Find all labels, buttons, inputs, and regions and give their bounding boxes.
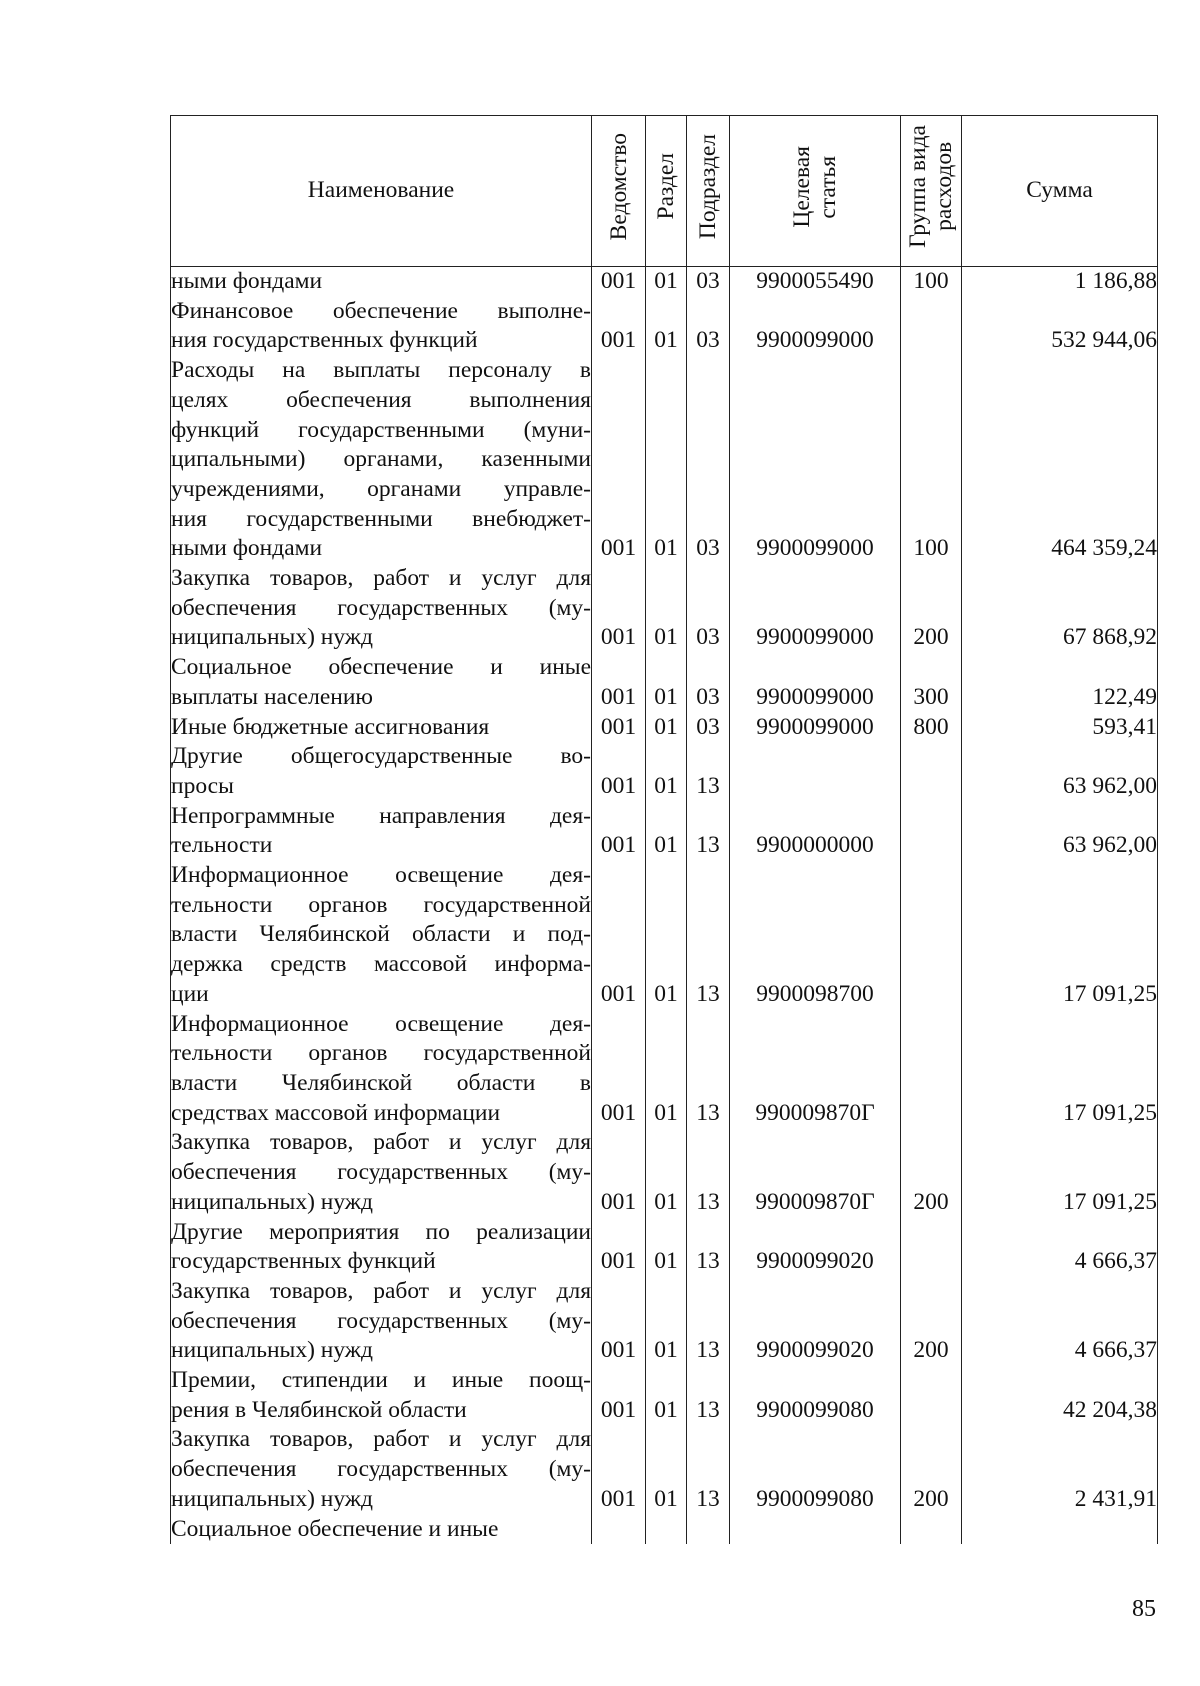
row-celevaya-statya: 9900099000 bbox=[730, 653, 901, 712]
table-row bbox=[171, 564, 1158, 653]
row-razdel: 01 bbox=[646, 356, 687, 564]
row-gruppa-vida bbox=[901, 802, 962, 861]
row-celevaya-statya: 990009870Г bbox=[730, 1010, 901, 1129]
row-name-line: Закупка товаров, работ и услуг для bbox=[171, 1277, 591, 1304]
row-name bbox=[171, 802, 592, 861]
header-celevaya-statya: Целевая статья bbox=[730, 116, 901, 267]
row-summa: 17 091,25 bbox=[962, 1128, 1158, 1217]
row-razdel: 01 bbox=[646, 1010, 687, 1129]
row-celevaya-statya: 9900099000 bbox=[730, 713, 901, 743]
row-razdel: 01 bbox=[646, 297, 687, 356]
row-name-line: Закупка товаров, работ и услуг для bbox=[171, 1129, 591, 1156]
row-razdel: 01 bbox=[646, 1218, 687, 1277]
row-vedomstvo: 001 bbox=[592, 1277, 646, 1366]
row-name-line: обеспечения государственных (му- bbox=[171, 1307, 591, 1334]
row-podrazdel: 03 bbox=[687, 564, 730, 653]
row-name bbox=[171, 1366, 592, 1425]
row-celevaya-statya bbox=[730, 1515, 901, 1545]
row-vedomstvo bbox=[592, 1515, 646, 1545]
row-name-line: Другие мероприятия по реализации bbox=[171, 1218, 591, 1245]
row-name-line: Информационное освещение дея- bbox=[171, 1010, 591, 1037]
row-name-line: ципальными) органами, казенными bbox=[171, 446, 591, 473]
row-razdel: 01 bbox=[646, 742, 687, 801]
table-row bbox=[171, 713, 1158, 743]
row-summa: 4 666,37 bbox=[962, 1277, 1158, 1366]
row-name-line: Закупка товаров, работ и услуг для bbox=[171, 1426, 591, 1453]
row-summa: 593,41 bbox=[962, 713, 1158, 743]
header-podrazdel: Подраздел bbox=[687, 116, 730, 267]
row-summa: 464 359,24 bbox=[962, 356, 1158, 564]
table-row bbox=[171, 1366, 1158, 1425]
row-gruppa-vida bbox=[901, 297, 962, 356]
row-podrazdel: 13 bbox=[687, 1010, 730, 1129]
row-name-line: государственных функций bbox=[171, 1248, 436, 1275]
header-summa: Сумма bbox=[962, 116, 1158, 267]
row-podrazdel bbox=[687, 1515, 730, 1545]
row-podrazdel: 13 bbox=[687, 802, 730, 861]
row-name bbox=[171, 1277, 592, 1366]
row-vedomstvo: 001 bbox=[592, 742, 646, 801]
row-name-line: Другие общегосударственные во- bbox=[171, 743, 591, 770]
row-gruppa-vida bbox=[901, 1218, 962, 1277]
row-podrazdel: 13 bbox=[687, 1277, 730, 1366]
row-name-line: Непрограммные направления дея- bbox=[171, 802, 591, 829]
row-razdel: 01 bbox=[646, 564, 687, 653]
table-row bbox=[171, 742, 1158, 801]
row-name bbox=[171, 1010, 592, 1129]
row-celevaya-statya: 9900099000 bbox=[730, 356, 901, 564]
row-name-line: тельности органов государственной bbox=[171, 891, 591, 918]
row-gruppa-vida bbox=[901, 742, 962, 801]
row-gruppa-vida: 100 bbox=[901, 356, 962, 564]
header-name: Наименование bbox=[171, 116, 592, 267]
row-name-line: ниципальных) нужд bbox=[171, 1485, 373, 1512]
row-celevaya-statya: 9900099020 bbox=[730, 1218, 901, 1277]
row-name-line: Закупка товаров, работ и услуг для bbox=[171, 565, 591, 592]
table-row bbox=[171, 297, 1158, 356]
row-name-line: рения в Челябинской области bbox=[171, 1396, 467, 1423]
row-podrazdel: 03 bbox=[687, 267, 730, 297]
row-summa: 63 962,00 bbox=[962, 802, 1158, 861]
row-gruppa-vida bbox=[901, 1010, 962, 1129]
row-vedomstvo: 001 bbox=[592, 653, 646, 712]
row-name-line: обеспечения государственных (му- bbox=[171, 1456, 591, 1483]
row-celevaya-statya: 9900055490 bbox=[730, 267, 901, 297]
table-row bbox=[171, 1218, 1158, 1277]
row-razdel: 01 bbox=[646, 802, 687, 861]
row-name-line: Информационное освещение дея- bbox=[171, 862, 591, 889]
row-name-line: ниципальных) нужд bbox=[171, 1188, 373, 1215]
row-summa: 63 962,00 bbox=[962, 742, 1158, 801]
row-name-line: ния государственных функций bbox=[171, 327, 478, 354]
row-celevaya-statya: 990009870Г bbox=[730, 1128, 901, 1217]
row-gruppa-vida bbox=[901, 1366, 962, 1425]
row-vedomstvo: 001 bbox=[592, 861, 646, 1010]
row-razdel: 01 bbox=[646, 1277, 687, 1366]
row-razdel: 01 bbox=[646, 1425, 687, 1514]
row-name-line: ниципальных) нужд bbox=[171, 1337, 373, 1364]
table-row bbox=[171, 861, 1158, 1010]
row-podrazdel: 03 bbox=[687, 713, 730, 743]
row-vedomstvo: 001 bbox=[592, 802, 646, 861]
row-gruppa-vida: 200 bbox=[901, 1277, 962, 1366]
row-vedomstvo: 001 bbox=[592, 1128, 646, 1217]
row-celevaya-statya: 9900098700 bbox=[730, 861, 901, 1010]
row-razdel: 01 bbox=[646, 653, 687, 712]
row-name bbox=[171, 1218, 592, 1277]
row-summa: 67 868,92 bbox=[962, 564, 1158, 653]
row-name-line: Финансовое обеспечение выполне- bbox=[171, 297, 591, 324]
row-name-line: тельности bbox=[171, 832, 273, 859]
row-name-line: ния государственными внебюджет- bbox=[171, 505, 591, 532]
table-row bbox=[171, 802, 1158, 861]
row-podrazdel: 13 bbox=[687, 1425, 730, 1514]
row-name-line: власти Челябинской области в bbox=[171, 1069, 591, 1096]
row-name bbox=[171, 564, 592, 653]
table-header-row bbox=[171, 116, 1158, 267]
row-name-line: ными фондами bbox=[171, 535, 323, 562]
row-summa: 1 186,88 bbox=[962, 267, 1158, 297]
header-vedomstvo: Ведомство bbox=[592, 116, 646, 267]
row-razdel: 01 bbox=[646, 861, 687, 1010]
row-razdel: 01 bbox=[646, 1128, 687, 1217]
row-summa bbox=[962, 1515, 1158, 1545]
row-celevaya-statya: 9900099020 bbox=[730, 1277, 901, 1366]
row-name bbox=[171, 653, 592, 712]
row-summa: 532 944,06 bbox=[962, 297, 1158, 356]
row-summa: 42 204,38 bbox=[962, 1366, 1158, 1425]
row-vedomstvo: 001 bbox=[592, 297, 646, 356]
row-gruppa-vida: 300 bbox=[901, 653, 962, 712]
row-celevaya-statya: 9900000000 bbox=[730, 802, 901, 861]
row-name-line: выплаты населению bbox=[171, 683, 373, 710]
row-podrazdel: 03 bbox=[687, 356, 730, 564]
row-summa: 2 431,91 bbox=[962, 1425, 1158, 1514]
row-podrazdel: 13 bbox=[687, 1366, 730, 1425]
row-vedomstvo: 001 bbox=[592, 564, 646, 653]
table-row bbox=[171, 1515, 1158, 1545]
row-name-line: ции bbox=[171, 980, 209, 1007]
row-celevaya-statya: 9900099080 bbox=[730, 1425, 901, 1514]
row-name-line: функций государственными (муни- bbox=[171, 416, 591, 443]
row-gruppa-vida: 200 bbox=[901, 564, 962, 653]
row-gruppa-vida bbox=[901, 1515, 962, 1545]
row-razdel: 01 bbox=[646, 267, 687, 297]
row-name bbox=[171, 1515, 592, 1545]
row-podrazdel: 03 bbox=[687, 297, 730, 356]
row-name-line: средствах массовой информации bbox=[171, 1099, 501, 1126]
row-vedomstvo: 001 bbox=[592, 1218, 646, 1277]
row-name-line: Иные бюджетные ассигнования bbox=[171, 713, 490, 740]
row-podrazdel: 13 bbox=[687, 742, 730, 801]
row-gruppa-vida bbox=[901, 861, 962, 1010]
row-celevaya-statya bbox=[730, 742, 901, 801]
row-name bbox=[171, 713, 592, 743]
budget-table bbox=[170, 115, 1158, 1544]
row-vedomstvo: 001 bbox=[592, 1366, 646, 1425]
row-name bbox=[171, 356, 592, 564]
row-name-line: держка средств массовой информа- bbox=[171, 951, 591, 978]
row-celevaya-statya: 9900099000 bbox=[730, 297, 901, 356]
row-vedomstvo: 001 bbox=[592, 267, 646, 297]
table-row bbox=[171, 1010, 1158, 1129]
row-name bbox=[171, 267, 592, 297]
table-row bbox=[171, 1128, 1158, 1217]
row-podrazdel: 13 bbox=[687, 861, 730, 1010]
row-name-line: Премии, стипендии и иные поощ- bbox=[171, 1367, 591, 1394]
row-name bbox=[171, 861, 592, 1010]
row-razdel: 01 bbox=[646, 1366, 687, 1425]
row-summa: 17 091,25 bbox=[962, 861, 1158, 1010]
row-name-line: власти Челябинской области и под- bbox=[171, 921, 591, 948]
table-body bbox=[171, 267, 1158, 1545]
row-celevaya-statya: 9900099000 bbox=[730, 564, 901, 653]
table-row bbox=[171, 1277, 1158, 1366]
row-name-line: Социальное обеспечение и иные bbox=[171, 654, 591, 681]
row-name bbox=[171, 1128, 592, 1217]
row-podrazdel: 13 bbox=[687, 1218, 730, 1277]
row-name-line: ными фондами bbox=[171, 268, 323, 294]
row-vedomstvo: 001 bbox=[592, 713, 646, 743]
row-name-line: учреждениями, органами управле- bbox=[171, 475, 591, 502]
row-podrazdel: 03 bbox=[687, 653, 730, 712]
row-gruppa-vida: 200 bbox=[901, 1128, 962, 1217]
row-celevaya-statya: 9900099080 bbox=[730, 1366, 901, 1425]
header-razdel: Раздел bbox=[646, 116, 687, 267]
table-row bbox=[171, 653, 1158, 712]
table-row bbox=[171, 1425, 1158, 1514]
row-name-line: Расходы на выплаты персоналу в bbox=[171, 357, 591, 384]
row-vedomstvo: 001 bbox=[592, 1425, 646, 1514]
row-summa: 4 666,37 bbox=[962, 1218, 1158, 1277]
row-podrazdel: 13 bbox=[687, 1128, 730, 1217]
row-name-line: просы bbox=[171, 772, 234, 799]
page-number: 85 bbox=[1132, 1596, 1156, 1622]
row-gruppa-vida: 800 bbox=[901, 713, 962, 743]
row-vedomstvo: 001 bbox=[592, 356, 646, 564]
row-razdel: 01 bbox=[646, 713, 687, 743]
row-name-line: обеспечения государственных (му- bbox=[171, 1159, 591, 1186]
row-name-line: целях обеспечения выполнения bbox=[171, 386, 591, 413]
table-row bbox=[171, 267, 1158, 297]
header-gruppa-vida-rashodov: Группа вида расходов bbox=[901, 116, 962, 267]
row-summa: 17 091,25 bbox=[962, 1010, 1158, 1129]
row-razdel bbox=[646, 1515, 687, 1545]
row-name bbox=[171, 1425, 592, 1514]
row-name bbox=[171, 742, 592, 801]
row-name-line: ниципальных) нужд bbox=[171, 624, 373, 651]
row-name-line: Социальное обеспечение и иные bbox=[171, 1515, 499, 1542]
row-gruppa-vida: 200 bbox=[901, 1425, 962, 1514]
row-vedomstvo: 001 bbox=[592, 1010, 646, 1129]
row-name-line: тельности органов государственной bbox=[171, 1040, 591, 1067]
row-name bbox=[171, 297, 592, 356]
row-gruppa-vida: 100 bbox=[901, 267, 962, 297]
row-summa: 122,49 bbox=[962, 653, 1158, 712]
table-row bbox=[171, 356, 1158, 564]
row-name-line: обеспечения государственных (му- bbox=[171, 594, 591, 621]
